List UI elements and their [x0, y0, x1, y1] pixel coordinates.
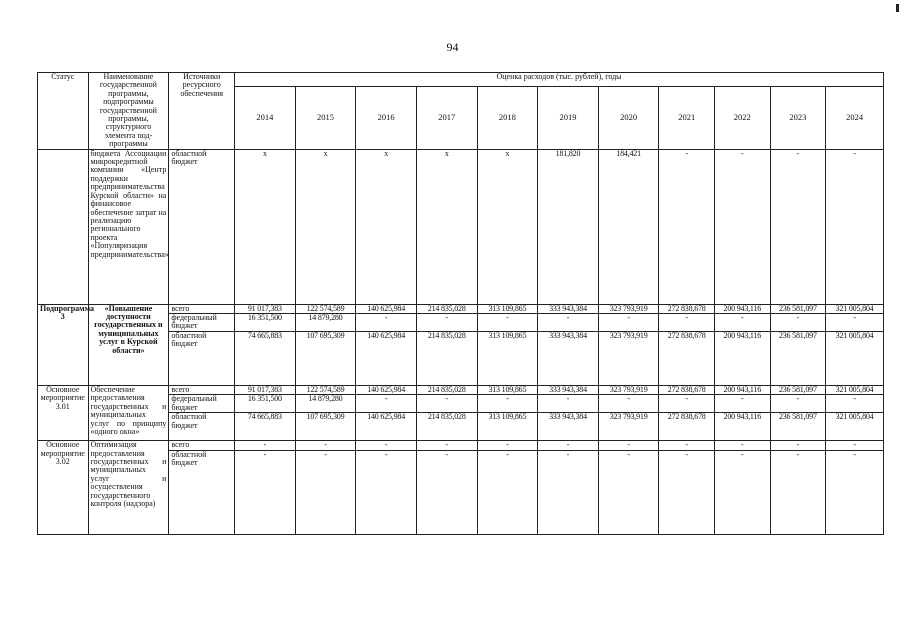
value-cell: - [477, 441, 538, 450]
value-cell: 333 943,384 [538, 385, 599, 394]
value-cell: - [826, 395, 884, 413]
value-cell: 16 351,500 [235, 314, 296, 332]
value-cell: 272 838,678 [659, 413, 715, 441]
budget-table [37, 72, 884, 535]
row-source: всего [169, 441, 235, 450]
row-source: областной бюджет [169, 149, 235, 304]
value-cell: 321 005,804 [826, 385, 884, 394]
value-cell: - [770, 149, 826, 304]
value-cell: 333 943,384 [538, 331, 599, 385]
value-cell: - [598, 314, 659, 332]
value-cell: 16 351,500 [235, 395, 296, 413]
value-cell: x [477, 149, 538, 304]
value-cell: - [235, 441, 296, 450]
value-cell: 323 793,919 [598, 304, 659, 313]
value-cell: 14 879,280 [295, 314, 356, 332]
value-cell: 74 665,883 [235, 413, 296, 441]
value-cell: 74 665,883 [235, 331, 296, 385]
value-cell: - [770, 395, 826, 413]
value-cell: - [826, 441, 884, 450]
header-status: Статус [38, 73, 89, 150]
value-cell: 313 109,865 [477, 331, 538, 385]
value-cell: - [770, 314, 826, 332]
row-source: федеральный бюджет [169, 314, 235, 332]
value-cell: - [598, 441, 659, 450]
value-cell: 272 838,678 [659, 304, 715, 313]
value-cell: - [356, 441, 417, 450]
value-cell: 91 017,383 [235, 385, 296, 394]
page-number: 94 [446, 40, 459, 54]
value-cell: 272 838,678 [659, 331, 715, 385]
value-cell: - [826, 314, 884, 332]
value-cell: - [295, 450, 356, 534]
value-cell: - [477, 450, 538, 534]
value-cell: 91 017,383 [235, 304, 296, 313]
value-cell: x [235, 149, 296, 304]
value-cell: x [295, 149, 356, 304]
year-header: 2017 [416, 86, 477, 149]
row-name: Оптимизация предоставления государственных и муниципальных услуг и осуществления государственного контроля (надзора) [88, 441, 169, 534]
row-name: Обеспечение предоставления государственных и муниципальных услуг по принципу «одного окна» [88, 385, 169, 440]
year-header: 2019 [538, 86, 599, 149]
value-cell: - [659, 395, 715, 413]
value-cell: 313 109,865 [477, 304, 538, 313]
value-cell: - [416, 441, 477, 450]
value-cell: 140 625,984 [356, 413, 417, 441]
row-status: Основное мероприятие 3.02 [38, 441, 89, 534]
row-source: областной бюджет [169, 413, 235, 441]
value-cell: - [770, 450, 826, 534]
value-cell: 14 879,280 [295, 395, 356, 413]
year-header: 2024 [826, 86, 884, 149]
value-cell: 323 793,919 [598, 331, 659, 385]
value-cell: 313 109,865 [477, 385, 538, 394]
year-header: 2021 [659, 86, 715, 149]
row-status: Основное мероприятие 3.01 [38, 385, 89, 440]
value-cell: 333 943,384 [538, 413, 599, 441]
value-cell: 236 581,097 [770, 385, 826, 394]
value-cell: 236 581,097 [770, 331, 826, 385]
value-cell: 200 943,116 [715, 413, 771, 441]
value-cell: - [659, 314, 715, 332]
value-cell: 107 695,309 [295, 413, 356, 441]
value-cell: 122 574,589 [295, 385, 356, 394]
row-status [38, 149, 89, 304]
value-cell: 184,421 [598, 149, 659, 304]
row-name: бюджета Ассоциации микрокредитной компании «Центр поддержки предпринимательства Курской области» на финансовое обеспечение затрат на реализацию регионального проекта «Популяризация предпринимательства» [88, 149, 169, 304]
value-cell: - [356, 314, 417, 332]
year-header: 2023 [770, 86, 826, 149]
value-cell: 313 109,865 [477, 413, 538, 441]
value-cell: 214 835,028 [416, 385, 477, 394]
value-cell: 272 838,678 [659, 385, 715, 394]
value-cell: 140 625,984 [356, 385, 417, 394]
value-cell: - [538, 441, 599, 450]
value-cell: - [715, 395, 771, 413]
value-cell: 321 005,804 [826, 413, 884, 441]
table-row [38, 441, 884, 450]
value-cell: - [659, 450, 715, 534]
value-cell: - [715, 450, 771, 534]
value-cell: - [416, 450, 477, 534]
value-cell: 122 574,589 [295, 304, 356, 313]
header-name: Наименование государственной программы, подпрограммы государственной программы, структурного элемента под-программы [88, 73, 169, 150]
table-row [38, 149, 884, 304]
value-cell: 200 943,116 [715, 331, 771, 385]
value-cell: 323 793,919 [598, 385, 659, 394]
value-cell: x [416, 149, 477, 304]
value-cell: 323 793,919 [598, 413, 659, 441]
year-header: 2020 [598, 86, 659, 149]
value-cell: - [826, 450, 884, 534]
value-cell: - [538, 314, 599, 332]
value-cell: 140 625,984 [356, 331, 417, 385]
value-cell: - [416, 395, 477, 413]
value-cell: - [295, 441, 356, 450]
value-cell: 214 835,028 [416, 304, 477, 313]
value-cell: - [538, 450, 599, 534]
value-cell: - [715, 441, 771, 450]
value-cell: - [356, 450, 417, 534]
header-source: Источники ресурсного обеспечения [169, 73, 235, 150]
value-cell: - [416, 314, 477, 332]
value-cell: - [356, 395, 417, 413]
value-cell: - [598, 395, 659, 413]
value-cell: 236 581,097 [770, 413, 826, 441]
row-name: «Повышение доступности государственных и муниципальных услуг в Курской области» [88, 304, 169, 385]
row-source: всего [169, 304, 235, 313]
value-cell: 333 943,384 [538, 304, 599, 313]
value-cell: 181,820 [538, 149, 599, 304]
value-cell: x [356, 149, 417, 304]
value-cell: 321 005,804 [826, 331, 884, 385]
value-cell: 140 625,984 [356, 304, 417, 313]
value-cell: 321 005,804 [826, 304, 884, 313]
value-cell: 214 835,028 [416, 331, 477, 385]
value-cell: 200 943,116 [715, 304, 771, 313]
table-row [38, 385, 884, 394]
header-row [38, 73, 884, 87]
value-cell: - [477, 395, 538, 413]
value-cell: 214 835,028 [416, 413, 477, 441]
value-cell: - [235, 450, 296, 534]
year-header: 2022 [715, 86, 771, 149]
value-cell: 200 943,116 [715, 385, 771, 394]
row-source: областной бюджет [169, 331, 235, 385]
row-source: федеральный бюджет [169, 395, 235, 413]
value-cell: - [770, 441, 826, 450]
value-cell: - [477, 314, 538, 332]
header-estimate: Оценка расходов (тыс. рублей), годы [235, 73, 884, 87]
value-cell: 236 581,097 [770, 304, 826, 313]
value-cell: - [659, 441, 715, 450]
value-cell: - [659, 149, 715, 304]
value-cell: - [715, 314, 771, 332]
value-cell: - [826, 149, 884, 304]
value-cell: 107 695,309 [295, 331, 356, 385]
corner-mark [896, 4, 899, 12]
year-header: 2018 [477, 86, 538, 149]
row-status: Подпрограмма 3 [38, 304, 89, 385]
year-header: 2016 [356, 86, 417, 149]
row-source: всего [169, 385, 235, 394]
value-cell: - [538, 395, 599, 413]
year-header: 2015 [295, 86, 356, 149]
year-header: 2014 [235, 86, 296, 149]
value-cell: - [598, 450, 659, 534]
row-source: областной бюджет [169, 450, 235, 534]
table-row [38, 304, 884, 313]
value-cell: - [715, 149, 771, 304]
